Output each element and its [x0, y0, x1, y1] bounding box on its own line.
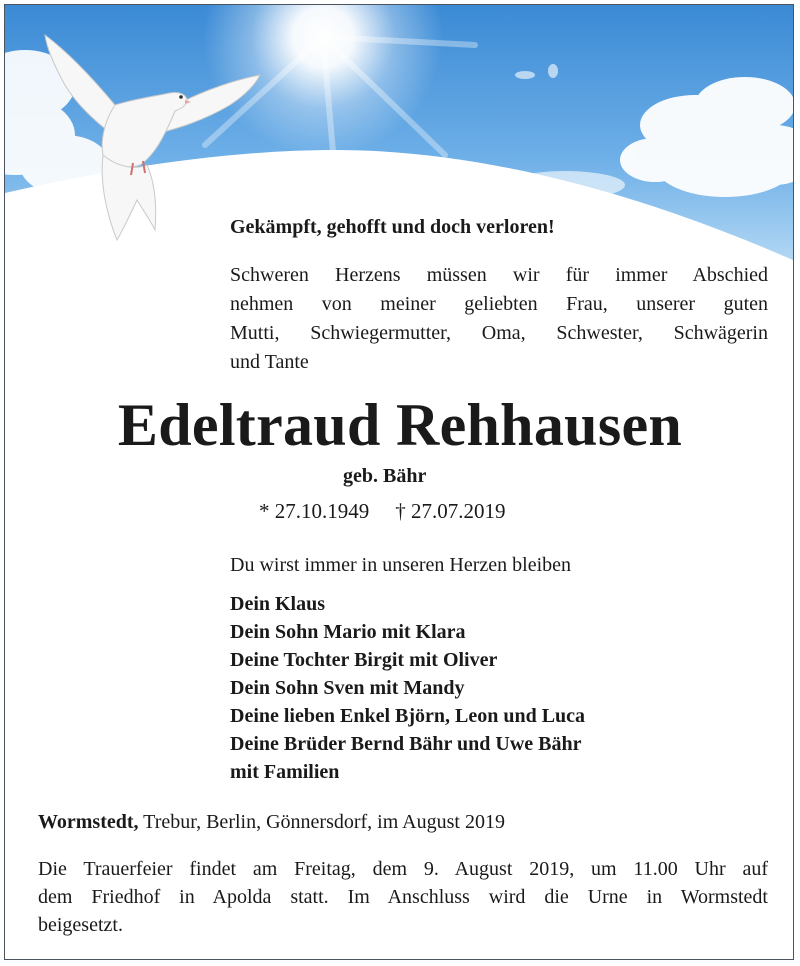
remembrance-line: Du wirst immer in unseren Herzen bleiben: [230, 554, 572, 576]
list-item: mit Familien: [230, 761, 340, 783]
intro-line: und Tante: [230, 351, 309, 373]
intro-text: [230, 261, 768, 377]
motto: Gekämpft, gehofft und doch verloren!: [230, 216, 555, 238]
life-dates: [259, 499, 506, 524]
funeral-line: beigesetzt.: [38, 914, 123, 936]
intro-line: Schweren Herzens müssen wir für immer Abschied: [230, 264, 768, 286]
list-item: Deine Brüder Bernd Bähr und Uwe Bähr: [230, 733, 582, 755]
notice-content: [5, 5, 794, 960]
deceased-name: Edeltraud Rehhausen: [117, 392, 683, 458]
list-item: Dein Sohn Sven mit Mandy: [230, 677, 465, 699]
intro-line: Mutti, Schwiegermutter, Oma, Schwester, Schwägerin: [230, 322, 768, 344]
list-item: Deine lieben Enkel Björn, Leon und Luca: [230, 705, 586, 727]
obituary-notice: [4, 4, 794, 960]
funeral-line: Die Trauerfeier findet am Freitag, dem 9. August 2019, um 11.00 Uhr auf: [38, 858, 768, 880]
list-item: Dein Sohn Mario mit Klara: [230, 621, 466, 643]
list-item: Dein Klaus: [230, 593, 326, 615]
place-rest: Trebur, Berlin, Gönnersdorf, im August 2019: [138, 811, 505, 833]
place-town: Wormstedt,: [38, 811, 139, 833]
funeral-line: dem Friedhof in Apolda statt. Im Anschluss wird die Urne in Wormstedt: [38, 886, 768, 908]
death-date: † 27.07.2019: [395, 499, 506, 523]
birth-date: * 27.10.1949: [259, 499, 370, 523]
mourners-list: [230, 590, 585, 786]
maiden-name: geb. Bähr: [343, 465, 427, 487]
funeral-info: [38, 855, 768, 939]
place-date-line: [38, 811, 505, 834]
intro-line: nehmen von meiner geliebten Frau, unserer guten: [230, 293, 768, 315]
list-item: Deine Tochter Birgit mit Oliver: [230, 649, 498, 671]
